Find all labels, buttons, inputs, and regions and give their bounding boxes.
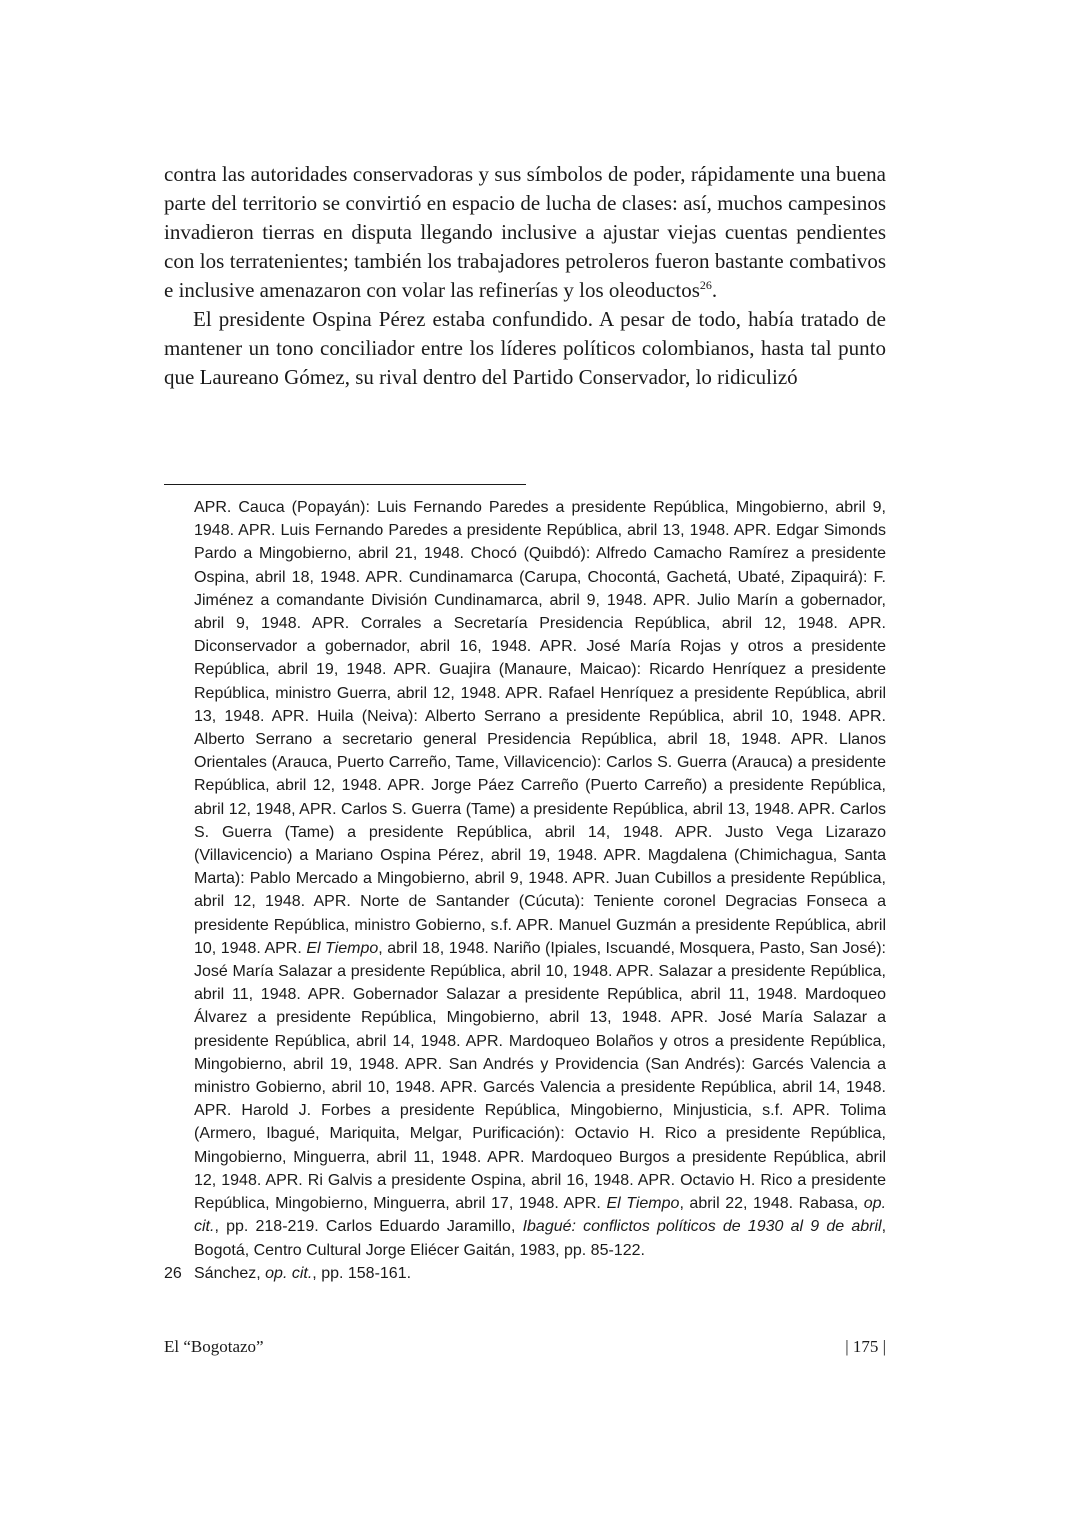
footnote-italic: Ibagué: conflictos políticos de 1930 al 9 de abril	[522, 1218, 882, 1236]
footnote-continuation	[164, 496, 886, 1262]
footnote-text: , abril 18, 1948. Nariño (Ipiales, Iscuandé, Mosquera, Pasto, San José): José María Salazar a presidente República, abril 10, 1948. APR. Salazar a presidente República, abril 11, 1948. APR. Gobernador Salazar a presidente República, abril 11, 1948. Mardoqueo Álvarez a presidente República, Mingobierno, abril 13, 1948. APR. José María Salazar a presidente República, abril 14, 1948. APR. Mardoqueo Bolaños y otros a presidente República, Mingobierno, abril 19, 1948. APR. San Andrés y Providencia (San Andrés): Garcés Valencia a ministro Gobierno, abril 10, 1948. APR. Garcés Valencia a presidente República, abril 14, 1948. APR. Harold J. Forbes a presidente República, Mingobierno, Minjusticia, s.f. APR. Tolima (Armero, Ibagué, Mariquita, Melgar, Purificación): Octavio H. Rico a presidente República, Mingobierno, Minguerra, abril 11, 1948. APR. Mardoqueo Burgos a presidente República, abril 12, 1948. APR. Ri Galvis a presidente Ospina, abril 16, 1948. APR. Octavio H. Rico a presidente República, Mingobierno, Minguerra, abril 17, 1948. APR.	[194, 939, 886, 1213]
footnote-italic: El Tiempo	[606, 1195, 680, 1213]
footnote-text: Sánchez,	[194, 1264, 266, 1282]
footnote-italic: op. cit.	[194, 1195, 887, 1236]
footnote-text: APR. Cauca (Popayán): Luis Fernando Paredes a presidente República, Mingobierno, abril 9, 1948. APR. Luis Fernando Paredes a presidente República, abril 13, 1948. APR. Edgar Simonds Pardo a Mingobierno, abril 21, 1948. Chocó (Quibdó): Alfredo Camacho Ramírez a presidente Ospina, abril 18, 1948. APR. Cundinamarca (Carupa, Chocontá, Gachetá, Ubaté, Zipaquirá): F. Jiménez a comandante División Cundinamarca, abril 9, 1948. APR. Julio Marín a gobernador, abril 9, 1948. APR. Corrales a Secretaría Presidencia República, abril 12, 1948. APR. Diconservador a gobernador, abril 16, 1948. APR. José María Rojas y otros a presidente República, abril 19, 1948. APR. Guajira (Manaure, Maicao): Ricardo Henríquez a presidente República, ministro Guerra, abril 12, 1948. APR. Rafael Henríquez a presidente República, abril 13, 1948. APR. Huila (Neiva): Alberto Serrano a presidente República, abril 10, 1948. APR. Alberto Serrano a secretario general Presidencia República, abril 18, 1948. APR. Llanos Orientales (Arauca, Puerto Carreño, Tame, Villavicencio): Carlos S. Guerra (Arauca) a presidente República, abril 12, 1948. APR. Jorge Páez Carreño (Puerto Carreño) a presidente República, abril 12, 1948, APR. Carlos S. Guerra (Tame) a presidente República, abril 13, 1948. APR. Carlos S. Guerra (Tame) a presidente República, abril 14, 1948. APR. Justo Vega Lizarazo (Villavicencio) a Mariano Ospina Pérez, abril 19, 1948. APR. Magdalena (Chimichagua, Santa Marta): Pablo Mercado a Mingobierno, abril 9, 1948. APR. Juan Cubillos a presidente República, abril 12, 1948. APR. Norte de Santander (Cúcuta): Teniente coronel Degracias Fonseca a presidente República, ministro Gobierno, s.f. APR. Manuel Guzmán a presidente República, abril 10, 1948. APR.	[194, 499, 886, 957]
body-text	[164, 160, 886, 392]
footnote-italic: op. cit.	[265, 1264, 313, 1282]
paragraph-end: .	[711, 278, 718, 302]
page-number: | 175 |	[845, 1337, 886, 1356]
footnote-italic: El Tiempo	[306, 939, 379, 957]
footnote-text: , pp. 158-161.	[312, 1264, 412, 1282]
footnote-text: , pp. 218-219. Carlos Eduardo Jaramillo,	[214, 1218, 523, 1236]
footnote-number: 26	[164, 1264, 182, 1282]
footnote-26	[164, 1262, 886, 1285]
body-paragraph: El presidente Ospina Pérez estaba confundido. A pesar de todo, había tratado de mantener un tono conciliador entre los líderes políticos colombianos, hasta tal punto que Laureano Gómez, su rival dentro del Partido Conservador, lo ridiculizó	[164, 307, 886, 389]
footnote-reference: 26	[699, 278, 712, 292]
footnote-separator	[164, 484, 526, 485]
running-title: El “Bogotazo”	[164, 1337, 264, 1356]
footnote-text: , abril 22, 1948. Rabasa,	[679, 1195, 864, 1213]
paragraph-text: contra las autoridades conservadoras y sus símbolos de poder, rápidamente una buena parte del territorio se convirtió en espacio de lucha de clases: así, muchos campesinos invadieron tierras en disputa llegando inclusive a ajustar viejas cuentas pendientes con los terratenientes; también los trabajadores petroleros fueron bastante combativos e inclusive amenazaron con volar las refinerías y los oleoductos	[164, 162, 886, 302]
footnote-text: , Bogotá, Centro Cultural Jorge Eliécer Gaitán, 1983, pp. 85-122.	[194, 1218, 887, 1259]
footnotes	[164, 496, 886, 1285]
body-paragraph	[164, 160, 886, 305]
